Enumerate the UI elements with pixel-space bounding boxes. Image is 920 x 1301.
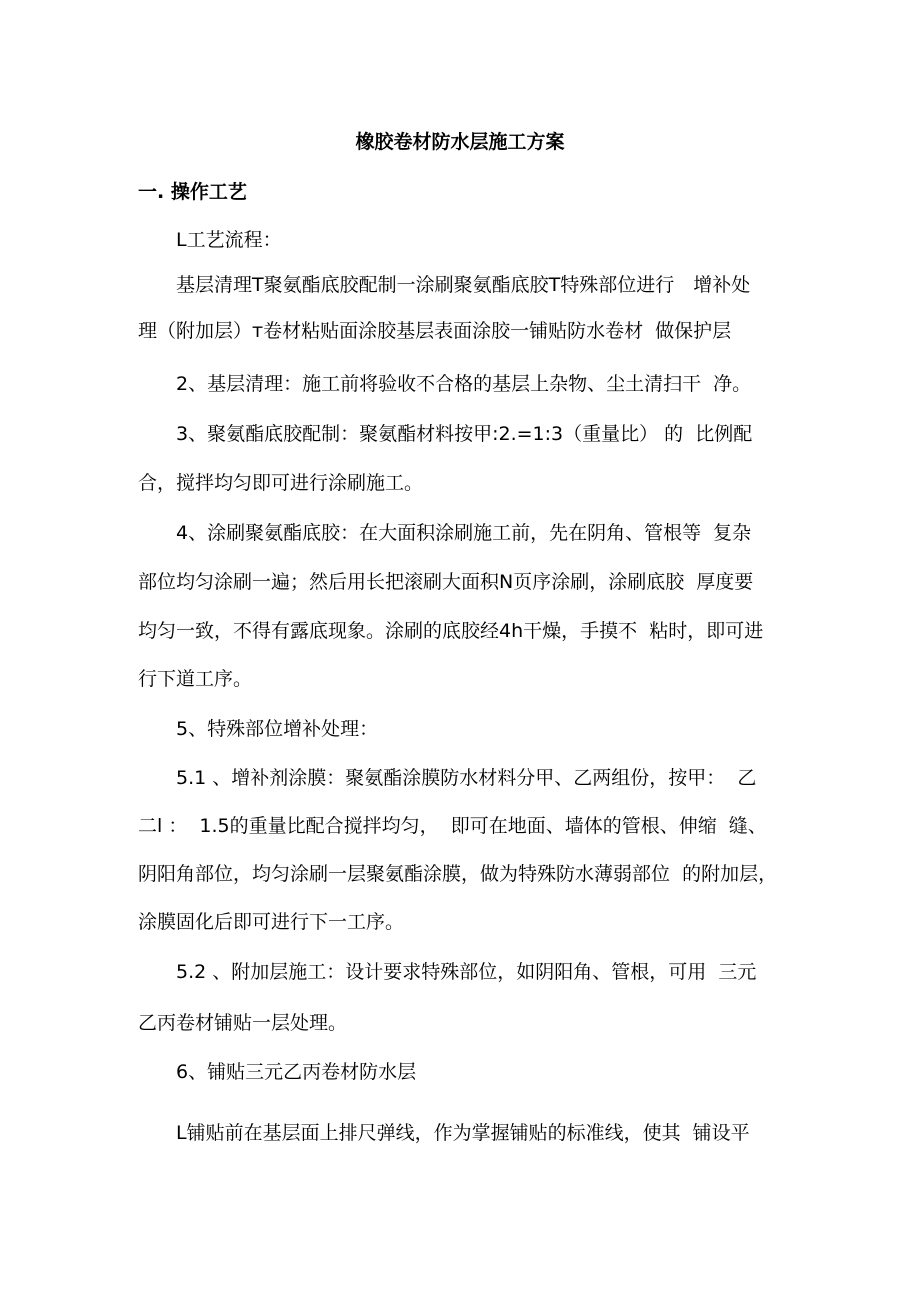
paragraph-line: 部位均匀涂刷一遍；然后用长把滚刷大面积N页序涂刷，涂刷底胶 厚度要 [138,571,754,593]
paragraph-line: L工艺流程： [176,229,282,251]
paragraph-line: 均匀一致，不得有露底现象。涂刷的底胶经4h干燥，手摸不 粘时，即可进 [138,620,764,642]
paragraph-line: 基层清理T聚氨酯底胶配制一涂刷聚氨酯底胶T特殊部位进行 增补处 [176,274,751,296]
paragraph-line: 2、基层清理：施工前将验收不合格的基层上杂物、尘土清扫干 净。 [176,373,752,395]
paragraph-line: 5、特殊部位增补处理： [176,718,379,740]
paragraph-line: 涂膜固化后即可进行下一工序。 [138,911,405,933]
paragraph-line: 5.1 、增补剂涂膜：聚氨酯涂膜防水材料分甲、乙两组份，按甲： 乙 [176,767,757,789]
paragraph-line: 6、铺贴三元乙丙卷材防水层 [176,1061,417,1083]
paragraph-line: L铺贴前在基层面上排尺弹线，作为掌握铺贴的标准线，使其 铺设平 [176,1122,750,1144]
paragraph-line: 阴阳角部位，均匀涂刷一层聚氨酯涂膜，做为特殊防水薄弱部位 的附加层， [138,863,778,885]
document-title: 橡胶卷材防水层施工方案 [355,131,565,153]
paragraph-line: 4、涂刷聚氨酯底胶：在大面积涂刷施工前，先在阴角、管根等 复杂 [176,522,752,544]
paragraph-line: 3、聚氨酯底胶配制：聚氨酯材料按甲:2.=1:3（重量比） 的 比例配 [176,423,753,445]
paragraph-line: 5.2 、附加层施工：设计要求特殊部位，如阴阳角、管根，可用 三元 [176,961,757,983]
paragraph-line: 行下道工序。 [138,668,253,690]
paragraph-line: 合，搅拌均匀即可进行涂刷施工。 [138,472,424,494]
paragraph-line: 理（附加层）т卷材粘贴面涂胶基层表面涂胶一铺贴防水卷材 做保护层 [138,320,732,342]
section-heading: 一. 操作工艺 [138,181,247,203]
paragraph-line: 二l ： 1.5的重量比配合搅拌均匀， 即可在地面、墙体的管根、伸缩 缝、 [138,815,767,837]
paragraph-line: 乙丙卷材铺贴一层处理。 [138,1012,348,1034]
